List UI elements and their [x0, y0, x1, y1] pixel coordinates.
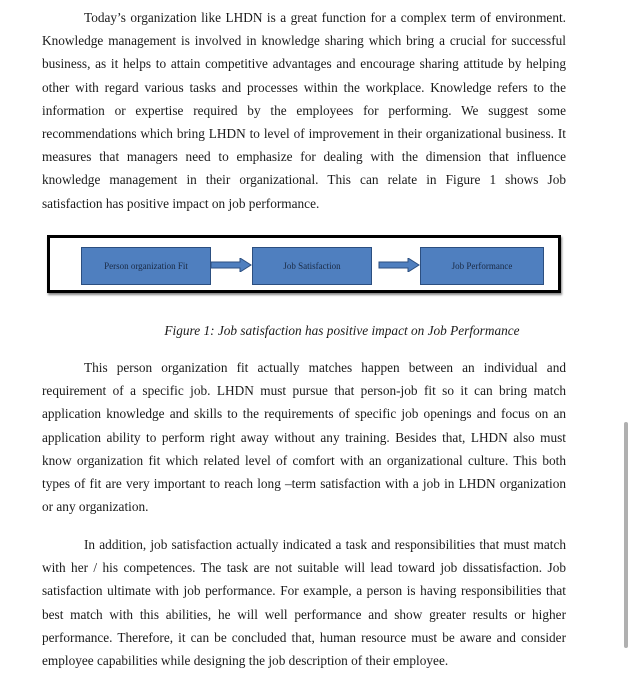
paragraph-intro: [42, 6, 566, 215]
text-line: other with regard various tasks and processes within the workplace. Knowledge refers to the: [42, 79, 566, 95]
text-line: requirement of a specific job. LHDN must pursue that person-job fit so it can bring match: [42, 383, 566, 399]
text-line: application ability to perform right away without any training. Besides that, LHDN also must: [42, 429, 566, 445]
text-line: recommendations which bring LHDN to level of improvement in their organizational business. It: [42, 125, 566, 141]
text-line: business, as it helps to attain competitive advantages and encourage sharing attitude by helping: [42, 56, 566, 72]
text-line: knowledge management in their organizational. This can relate in Figure 1 shows Job: [42, 172, 566, 188]
text-line: information or expertise required by the employees for performing. We suggest some: [42, 102, 566, 118]
text-line: Today’s organization like LHDN is a great function for a complex term of environment.: [84, 10, 566, 25]
text-line: satisfaction has positive impact on job performance.: [42, 195, 320, 211]
text-line: with her / his competences. The task are not suitable will lead toward job dissatisfaction. Job: [42, 560, 566, 576]
paragraph-job-satisfaction: [42, 533, 566, 672]
text-line: employee capabilities while designing the job description of their employee.: [42, 652, 449, 668]
text-line: measures that managers need to emphasize for dealing with the dimension that influence: [42, 149, 566, 165]
figure-diagram: [47, 235, 561, 293]
text-line: Knowledge management is involved in knowledge sharing which bring a crucial for successful: [42, 33, 566, 49]
arrow-right-icon: [210, 258, 252, 272]
text-line: application knowledge and skills to the requirements of specific job openings and focus on an: [42, 406, 566, 422]
text-line: This person organization fit actually matches happen between an individual and: [84, 360, 566, 375]
text-line: or any organization.: [42, 499, 149, 515]
text-line: best match with this abilities, he will well performance and show greater results or higher: [42, 606, 566, 622]
arrow-right-icon: [378, 258, 420, 272]
text-line: satisfaction ultimate with job performance. For example, a person is having responsibilities that: [42, 583, 566, 599]
diagram-box-job-satisfaction: Job Satisfaction: [252, 247, 372, 285]
text-line: know organization fit which related level of comfort with an organizational culture. This both: [42, 452, 566, 468]
text-line: performance. Therefore, it can be concluded that, human resource must be aware and consider: [42, 629, 566, 645]
diagram-box-person-organization-fit: Person organization Fit: [81, 247, 211, 285]
text-line: In addition, job satisfaction actually indicated a task and responsibilities that must match: [84, 537, 566, 552]
figure-caption: Figure 1: Job satisfaction has positive impact on Job Performance: [164, 323, 520, 338]
paragraph-person-organization-fit: [42, 356, 566, 518]
text-line: types of fit are very important to reach long –term satisfaction with a job in LHDN organization: [42, 475, 566, 491]
diagram-box-job-performance: Job Performance: [420, 247, 544, 285]
vertical-scrollbar[interactable]: [624, 422, 628, 648]
